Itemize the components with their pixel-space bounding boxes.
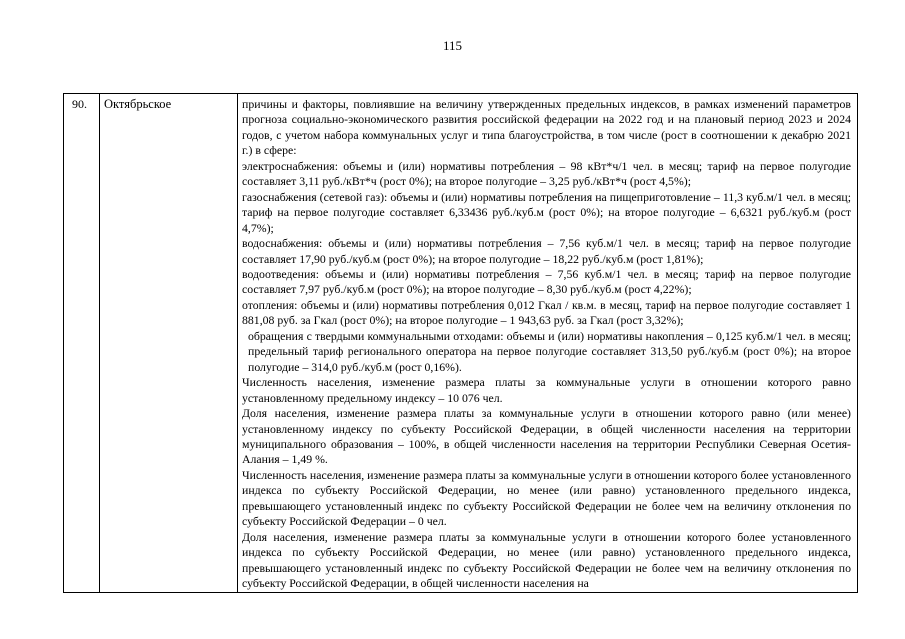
page-number: 115: [442, 38, 463, 53]
text-paragraph: Доля населения, изменение размера платы за коммунальные услуги в отношении которого более установленного индекса по субъекту Российской Федерации, но менее (или равно) установленного предельного индекса, превышающего установленный индекс по субъекту Российской Федерации не более чем на величину отклонения по субъекту Российской Федерации, в общей численности населения на: [242, 529, 851, 591]
text-paragraph: Доля населения, изменение размера платы за коммунальные услуги в отношении которого равно (или менее) установленному индексу по субъекту Российской Федерации, в общей численности населения на территории муниципального образования – 100%, в общей численности населения на территории Республики Северная Осетия-Алания – 1,49 %.: [242, 406, 851, 467]
municipality-name: Октябрьское: [100, 94, 238, 593]
text-paragraph: водоотведения: объемы и (или) нормативы потребления – 7,56 куб.м/1 чел. в месяц; тариф на первое полугодие составляет 7,97 руб./куб.м (рост 0%); на второе полугодие – 8,30 руб./куб.м (рост 4,22%);: [242, 266, 851, 297]
table-row: [64, 94, 858, 593]
text-paragraph: электроснабжения: объемы и (или) нормативы потребления – 98 кВт*ч/1 чел. в месяц; тариф на первое полугодие составляет 3,11 руб./кВт*ч (рост 0%); на второе полугодие – 3,25 руб./кВт*ч (рост 4,5%);: [242, 158, 851, 189]
row-description: [238, 94, 858, 593]
text-paragraph: водоснабжения: объемы и (или) нормативы потребления – 7,56 куб.м/1 чел. в месяц; тариф на первое полугодие составляет 17,90 руб./куб.м (рост 0%); на второе полугодие – 18,22 руб./куб.м (рост 1,81%);: [242, 236, 851, 266]
text-paragraph: причины и факторы, повлиявшие на величину утвержденных предельных индексов, в рамках изменений параметров прогноза социально-экономического развития российской федерации на 2022 год и на плановый период 2023 и 2024 годов, с учетом набора коммунальных услуг и типа благоустройства, в том числе (рост в соотношении к декабрю 2021 г.) в сфере:: [242, 97, 851, 158]
text-paragraph: газоснабжения (сетевой газ): объемы и (или) нормативы потребления на пищеприготовление – 11,3 куб.м/1 чел. в месяц; тариф на первое полугодие составляет 6,33436 руб./куб.м (рост 0%); на второе полугодие – 6,6321 руб./куб.м (рост 4,7%);: [242, 189, 851, 235]
text-paragraph: Численность населения, изменение размера платы за коммунальные услуги в отношении которого более установленного индекса по субъекту Российской Федерации, но менее (или равно) установленного предельного индекса, превышающего установленный индекс по субъекту Российской Федерации не более чем на величину отклонения по субъекту Российской Федерации – 0 чел.: [242, 467, 851, 529]
row-number: 90.: [64, 94, 100, 593]
tariff-table: [63, 93, 858, 593]
text-paragraph: отопления: объемы и (или) нормативы потребления 0,012 Гкал / кв.м. в месяц, тариф на первое полугодие составляет 1 881,08 руб. за Гкал (рост 0%); на второе полугодие – 1 943,63 руб. за Гкал (рост 3,32%);: [242, 297, 851, 328]
text-paragraph: обращения с твердыми коммунальными отходами: объемы и (или) нормативы накопления – 0,125 куб.м/1 чел. в месяц; предельный тариф регионального оператора на первое полугодие составляет 313,50 руб./куб.м (рост 0%); на второе полугодие – 314,0 руб./куб.м (рост 0,16%).: [248, 328, 851, 374]
text-paragraph: Численность населения, изменение размера платы за коммунальные услуги в отношении которого равно установленному предельному индексу – 10 076 чел.: [242, 375, 851, 405]
